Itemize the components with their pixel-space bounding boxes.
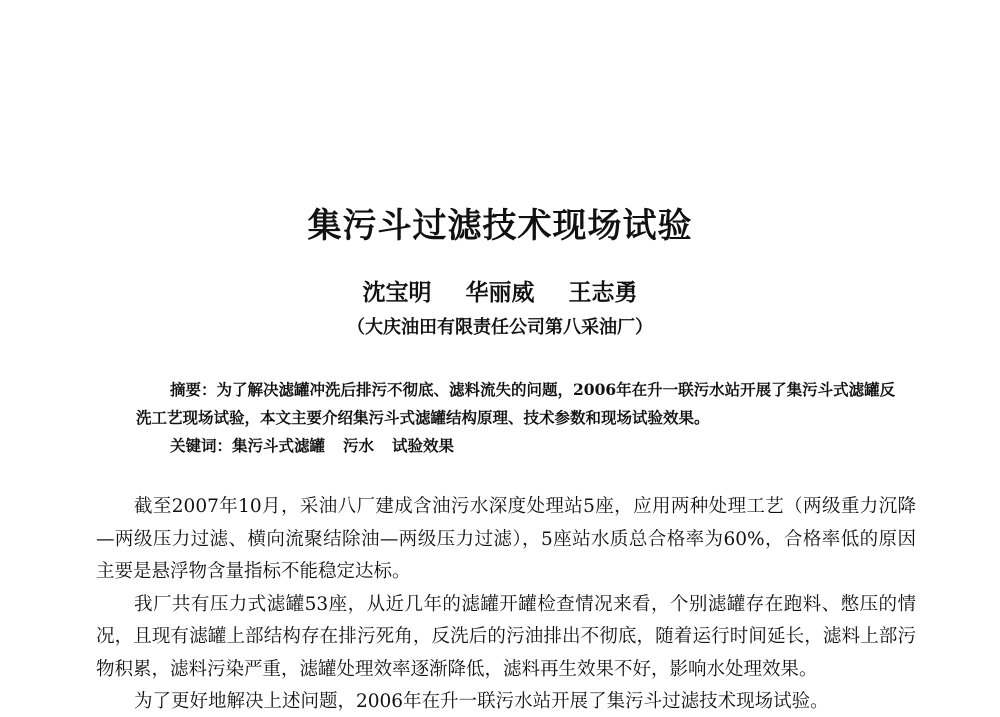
body-paragraph: 为了更好地解决上述问题，2006年在升一联污水站开展了集污斗过滤技术现场试验。	[134, 691, 829, 712]
body-text	[96, 491, 916, 717]
author-name: 沈宝明	[362, 279, 432, 306]
abstract	[136, 376, 896, 432]
author-affiliation: （大庆油田有限责任公司第八采油厂）	[347, 317, 653, 338]
body-paragraph: 我厂共有压力式滤罐53座，从近几年的滤罐开罐检查情况来看，个别滤罐存在跑料、憋压的情况，且现有滤罐上部结构存在排污死角，反洗后的污油排出不彻底，随着运行时间延长，滤料上部污物积累，滤料污染严重，滤罐处理效率逐渐降低，滤料再生效果不好，影响水处理效果。	[96, 593, 916, 680]
abstract-text: 为了解决滤罐冲洗后排污不彻底、滤料流失的问题，2006年在升一联污水站开展了集污斗式滤罐反洗工艺现场试验，本文主要介绍集污斗式滤罐结构原理、技术参数和现场试验效果。	[136, 380, 896, 427]
abstract-label: 摘要：	[170, 380, 217, 399]
paper-title: 集污斗过滤技术现场试验	[307, 206, 693, 246]
author-name: 王志勇	[568, 279, 638, 306]
keyword: 试验效果	[392, 436, 455, 455]
keywords-label: 关键词：	[170, 436, 233, 455]
body-paragraph: 截至2007年10月，采油八厂建成含油污水深度处理站5座，应用两种处理工艺（两级重力沉降—两级压力过滤、横向流聚结除油—两级压力过滤），5座站水质总合格率为60%，合格率低的原因主要是悬浮物含量指标不能稳定达标。	[96, 496, 916, 582]
author-list	[0, 276, 1000, 310]
keywords	[170, 432, 454, 460]
author-name: 华丽威	[465, 279, 535, 306]
keyword: 集污斗式滤罐	[232, 436, 326, 455]
keyword: 污水	[343, 436, 375, 455]
